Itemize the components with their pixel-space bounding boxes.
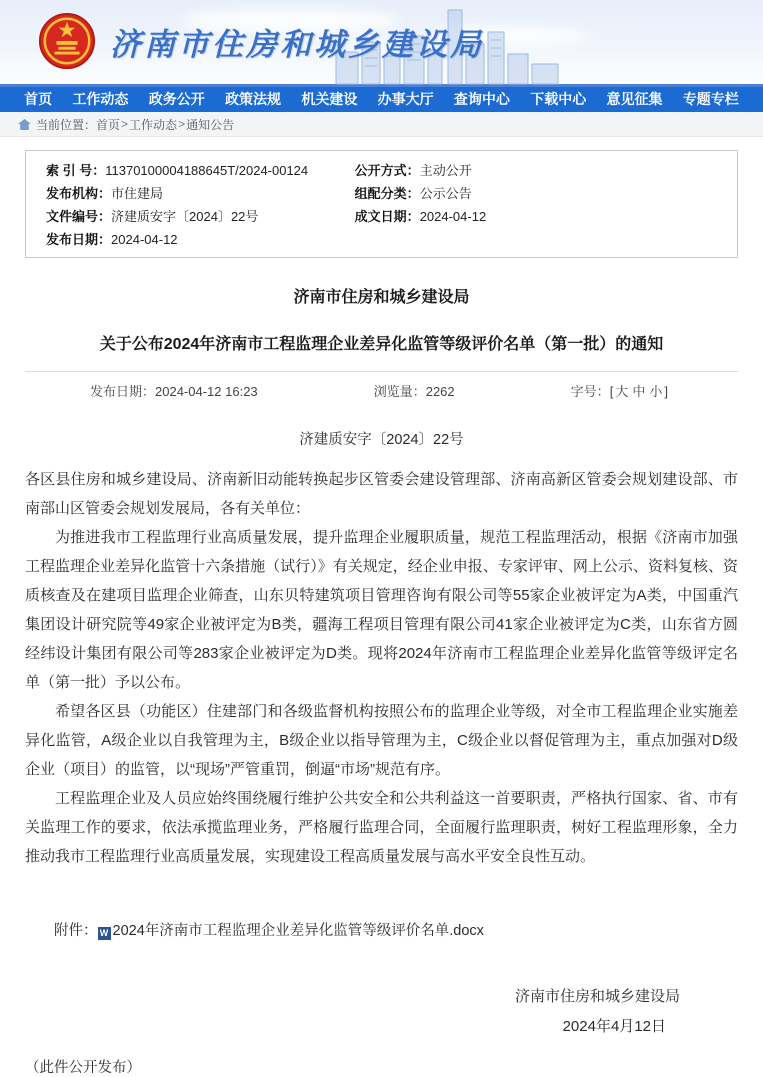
signature-date: 2024年4月12日 [562, 1018, 666, 1035]
info-row-document-number: 文件编号：济建质安字〔2024〕22号 [46, 209, 259, 224]
info-label: 组配分类 [354, 186, 407, 201]
public-release-note: （此件公开发布） [25, 1060, 141, 1076]
nav-item-policies[interactable]: 政策法规 [225, 91, 282, 107]
info-value: 主动公开 [419, 163, 472, 178]
breadcrumb-home[interactable]: 首页 [96, 117, 121, 132]
nav-item-home[interactable]: 首页 [24, 91, 53, 107]
document-title: 关于公布2024年济南市工程监理企业差异化监管等级评价名单（第一批）的通知 [99, 336, 664, 353]
info-value: 市住建局 [111, 186, 164, 201]
attachment-row [25, 919, 738, 940]
info-row-written-date: 成文日期：2024-04-12 [354, 209, 487, 224]
national-emblem-icon [38, 12, 96, 70]
meta-fontsize-control: 字号：[ 大 中 小 ] [570, 384, 668, 399]
nav-item-service-hall[interactable]: 办事大厅 [377, 91, 434, 107]
breadcrumb-separator: > [178, 117, 186, 131]
document-reference-number: 济建质安字〔2024〕22号 [299, 432, 464, 448]
info-value: 2024-04-12 [111, 232, 178, 247]
info-value: 11370100004188645T/2024-00124 [105, 163, 309, 178]
info-label: 文件编号 [46, 209, 99, 224]
nav-item-query-center[interactable]: 查询中心 [453, 91, 510, 107]
signature-organization: 济南市住房和城乡建设局 [514, 988, 680, 1005]
attachment-label: 附件： [54, 923, 98, 939]
site-brand [38, 12, 484, 70]
meta-view-count: 浏览量：2262 [373, 384, 455, 399]
breadcrumb-separator: > [121, 117, 129, 131]
salutation-paragraph: 各区县住房和城乡建设局、济南新旧动能转换起步区管委会建设管理部、济南高新区管委会规划建设部、市南部山区管委会规划发展局，各有关单位： [25, 471, 738, 517]
info-value: 2024-04-12 [419, 209, 487, 224]
info-value: 济建质安字〔2024〕22号 [111, 209, 259, 224]
info-label: 发布机构 [46, 186, 99, 201]
word-document-icon: W [98, 927, 111, 940]
info-row-issuing-agency: 发布机构：市住建局 [46, 186, 164, 201]
info-label: 索 引 号 [46, 163, 93, 178]
breadcrumb-notices[interactable]: 通知公告 [186, 117, 235, 132]
body-paragraph: 希望各区县（功能区）住建部门和各级监督机构按照公布的监理企业等级，对全市工程监理企业实施差异化监管，A级企业以自我管理为主，B级企业以指导管理为主，C级企业以督促管理为主，重点加强对D级企业（项目）的监管，以“现场”严管重罚，倒逼“市场”规范有序。 [25, 703, 738, 778]
signature-block [25, 982, 738, 1042]
article-meta-row [25, 372, 738, 400]
info-value: 公示公告 [419, 186, 472, 201]
fontsize-small-button[interactable]: 小 [649, 384, 663, 399]
meta-publish-date: 发布日期：2024-04-12 16:23 [90, 384, 258, 399]
breadcrumb-work-news[interactable]: 工作动态 [129, 117, 178, 132]
breadcrumb-prefix: 当前位置： [36, 117, 97, 132]
info-row-index-number: 索 引 号：11370100004188645T/2024-00124 [46, 163, 309, 178]
breadcrumb [0, 112, 763, 137]
nav-item-feedback[interactable]: 意见征集 [606, 91, 663, 107]
info-column-left [46, 163, 355, 247]
fontsize-large-button[interactable]: 大 [615, 384, 629, 399]
nav-item-work-news[interactable]: 工作动态 [72, 91, 129, 107]
info-label: 公开方式 [354, 163, 407, 178]
main-content [0, 137, 763, 1077]
document-info-box [25, 150, 738, 258]
nav-item-agency[interactable]: 机关建设 [301, 91, 358, 107]
issuing-org-title: 济南市住房和城乡建设局 [293, 289, 470, 306]
fontsize-medium-button[interactable]: 中 [632, 384, 646, 399]
info-row-disclosure-method: 公开方式：主动公开 [354, 163, 472, 178]
location-icon [18, 119, 31, 130]
attachment-download-link[interactable]: 2024年济南市工程监理企业差异化监管等级评价名单.docx [112, 923, 484, 939]
site-title: 济南市住房和城乡建设局 [110, 26, 484, 63]
view-count-value: 2262 [425, 384, 455, 399]
info-row-category: 组配分类：公示公告 [354, 186, 472, 201]
body-paragraph: 工程监理企业及人员应始终围绕履行维护公共安全和公共利益这一首要职责，严格执行国家、省、市有关监理工作的要求，依法承揽监理业务，严格履行监理合同，全面履行监理职责，树好工程监理形象，全力推动我市工程监理行业高质量发展，实现建设工程高质量发展与高水平安全良性互动。 [25, 790, 738, 865]
info-label: 发布日期 [46, 232, 99, 247]
article-body [25, 465, 738, 871]
body-paragraph: 为推进我市工程监理行业高质量发展，提升监理企业履职质量，规范工程监理活动，根据《济南市加强工程监理企业差异化监管十六条措施（试行）》有关规定，经企业申报、专家评审、网上公示、资料复核、资质核查及在建项目监理企业筛查，山东贝特建筑项目管理咨询有限公司等55家企业被评定为A类，中国重汽集团设计研究院等49家企业被评定为B类，疆海工程项目管理有限公司41家企业被评定为C类，山东省方圆经纬设计集团有限公司等283家企业被评定为D类。现将2024年济南市工程监理企业差异化监管等级评定名单（第一批）予以公布。 [25, 529, 738, 691]
nav-item-special-topics[interactable]: 专题专栏 [682, 91, 739, 107]
main-navigation [0, 84, 763, 112]
site-header [0, 0, 763, 84]
info-column-right [355, 163, 717, 247]
info-row-publish-date: 发布日期：2024-04-12 [46, 232, 178, 247]
info-label: 成文日期 [354, 209, 407, 224]
nav-item-gov-info[interactable]: 政务公开 [148, 91, 205, 107]
nav-item-download-center[interactable]: 下载中心 [530, 91, 587, 107]
